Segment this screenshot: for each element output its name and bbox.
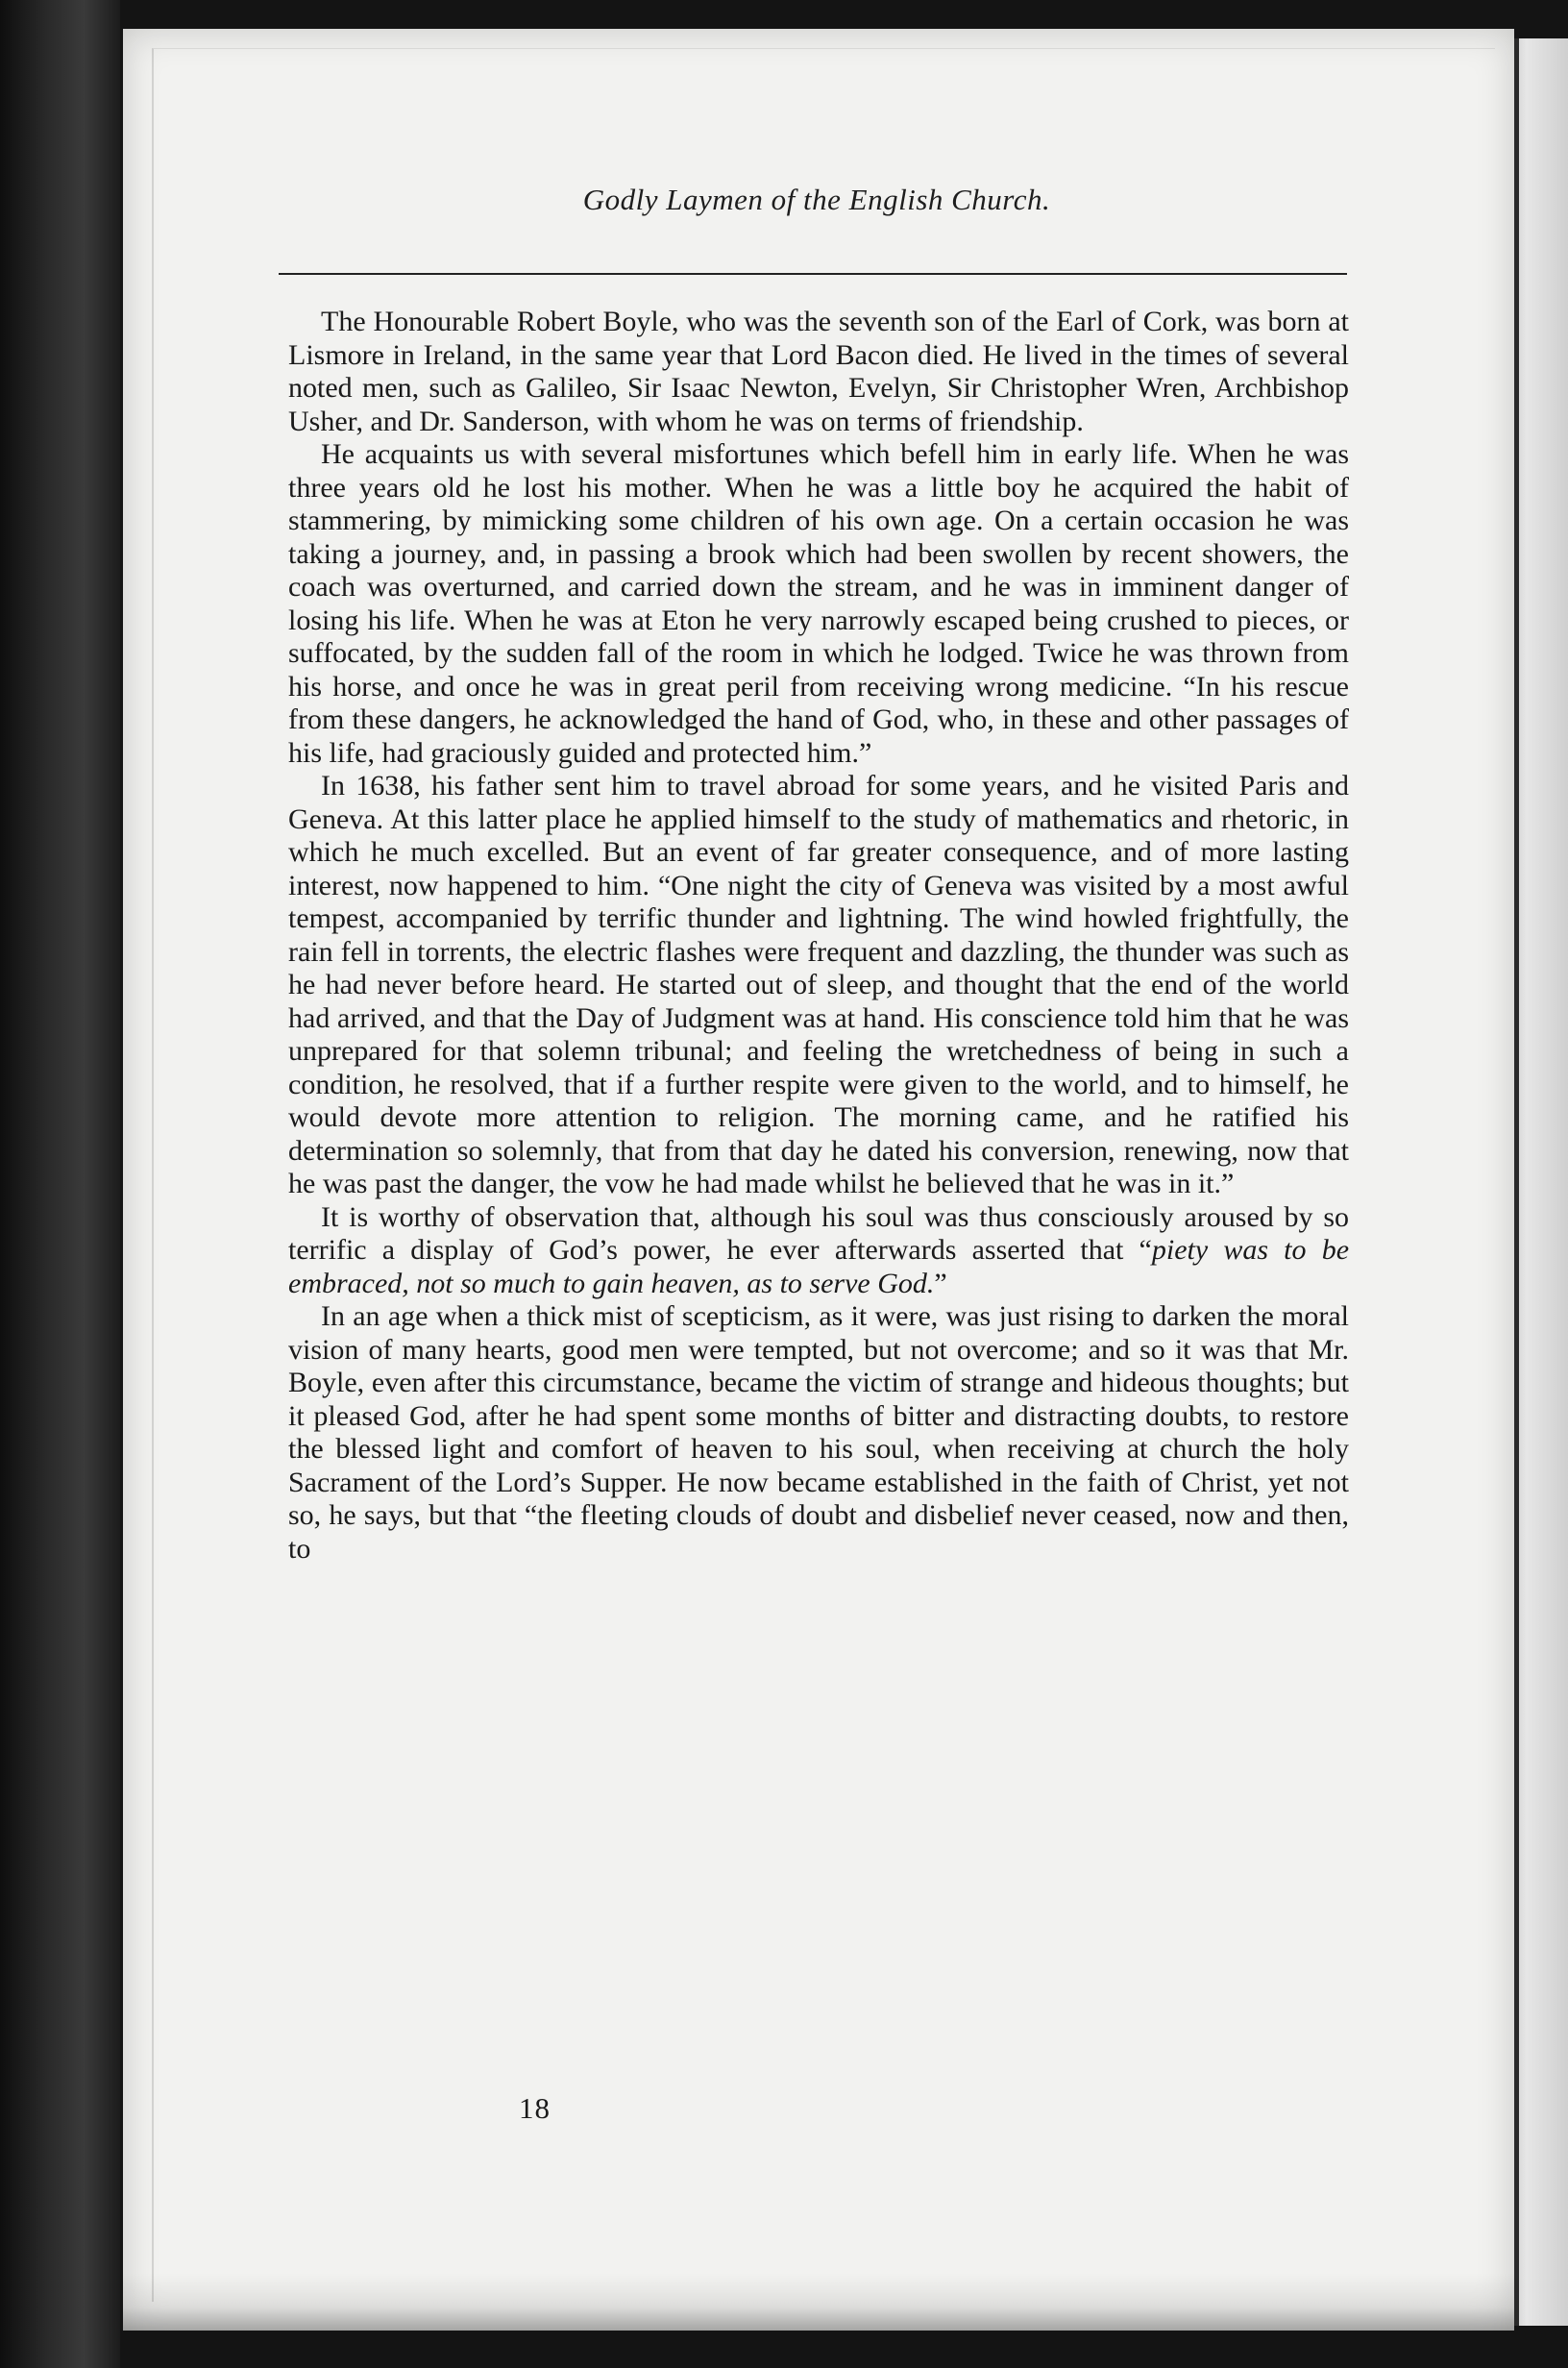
page-number: 18 — [519, 2091, 551, 2125]
paragraph: The Honourable Robert Boyle, who was the seventh son of the Earl of Cork, was born at Lismore in Ireland, in the same year that Lord Bacon died. He lived in the times of several noted men, such as Galileo, Sir Isaac Newton, Evelyn, Sir Christopher Wren, Archbishop Usher, and Dr. Sanderson, with whom he was on terms of friendship. — [288, 306, 1349, 437]
book-spine — [0, 0, 120, 2368]
closing-quote: ” — [934, 1267, 947, 1299]
paragraph: In an age when a thick mist of scepticism, as it were, was just rising to darken the moral vision of many hearts, good men were tempted, but not overcome; and so it was that Mr. Boyle, even after this circumstance, became the victim of strange and hideous thoughts; but it pleased God, after he had spent some months of bitter and distracting doubts, to restore the blessed light and comfort of heaven to his soul, when receiving at church the holy Sacrament of the Lord’s Supper. He now became established in the faith of Christ, yet not so, he says, but that “the fleeting clouds of doubt and disbelief never ceased, now and then, to — [288, 1300, 1349, 1565]
paragraph-text: It is worthy of observation that, although his soul was thus consciously aroused by so terrific a display of God’s power, he ever afterwards asserted that “ — [288, 1200, 1349, 1266]
body-text — [288, 306, 1349, 1566]
header-rule — [279, 273, 1347, 275]
italic-phrase: not so much to gain heaven, as to serve God. — [416, 1267, 935, 1299]
paragraph: He acquaints us with several misfortunes which befell him in early life. When he was three years old he lost his mother. When he was a little boy he acquired the habit of stammering, by mimicking some children of his own age. On a certain occasion he was taking a journey, and, in passing a brook which had been swollen by recent showers, the coach was overturned, and carried down the stream, and he was in imminent danger of losing his life. When he was at Eton he very narrowly escaped being crushed to pieces, or suffocated, by the sudden fall of the room in which he lodged. Twice he was thrown from his horse, and once he was in great peril from receiving wrong medicine. “In his rescue from these dangers, he acknowledged the hand of God, who, in these and other passages of his life, had graciously guided and protected him.” — [288, 438, 1349, 769]
paragraph-quote — [288, 1201, 1349, 1301]
italic-phrase: piety was to be embraced, — [288, 1234, 1350, 1299]
running-head: Godly Laymen of the English Church. — [582, 183, 1051, 216]
page-bottom-shadow — [123, 2273, 1514, 2331]
paragraph: In 1638, his father sent him to travel abroad for some years, and he visited Paris and Geneva. At this latter place he applied himself to the study of mathematics and rhetoric, in which he much excelled. But an event of far greater consequence, and of more lasting interest, now happened to him. “One night the city of Geneva was visited by a most awful tempest, accompanied by terrific thunder and lightning. The wind howled frightfully, the rain fell in torrents, the electric flashes were frequent and dazzling, the thunder was such as he had never before heard. He started out of sleep, and thought that the end of the world had arrived, and that the Day of Judgment was at hand. His conscience told him that he was unprepared for that solemn tribunal; and feeling the wretchedness of being in such a condition, he resolved, that if a further respite were given to the world, and to himself, he would devote more attention to religion. The morning came, and he ratified his determination so solemnly, that from that day he dated his conversion, renewing, now that he was past the danger, the vow he had made whilst he believed that he was in it.” — [288, 770, 1349, 1199]
